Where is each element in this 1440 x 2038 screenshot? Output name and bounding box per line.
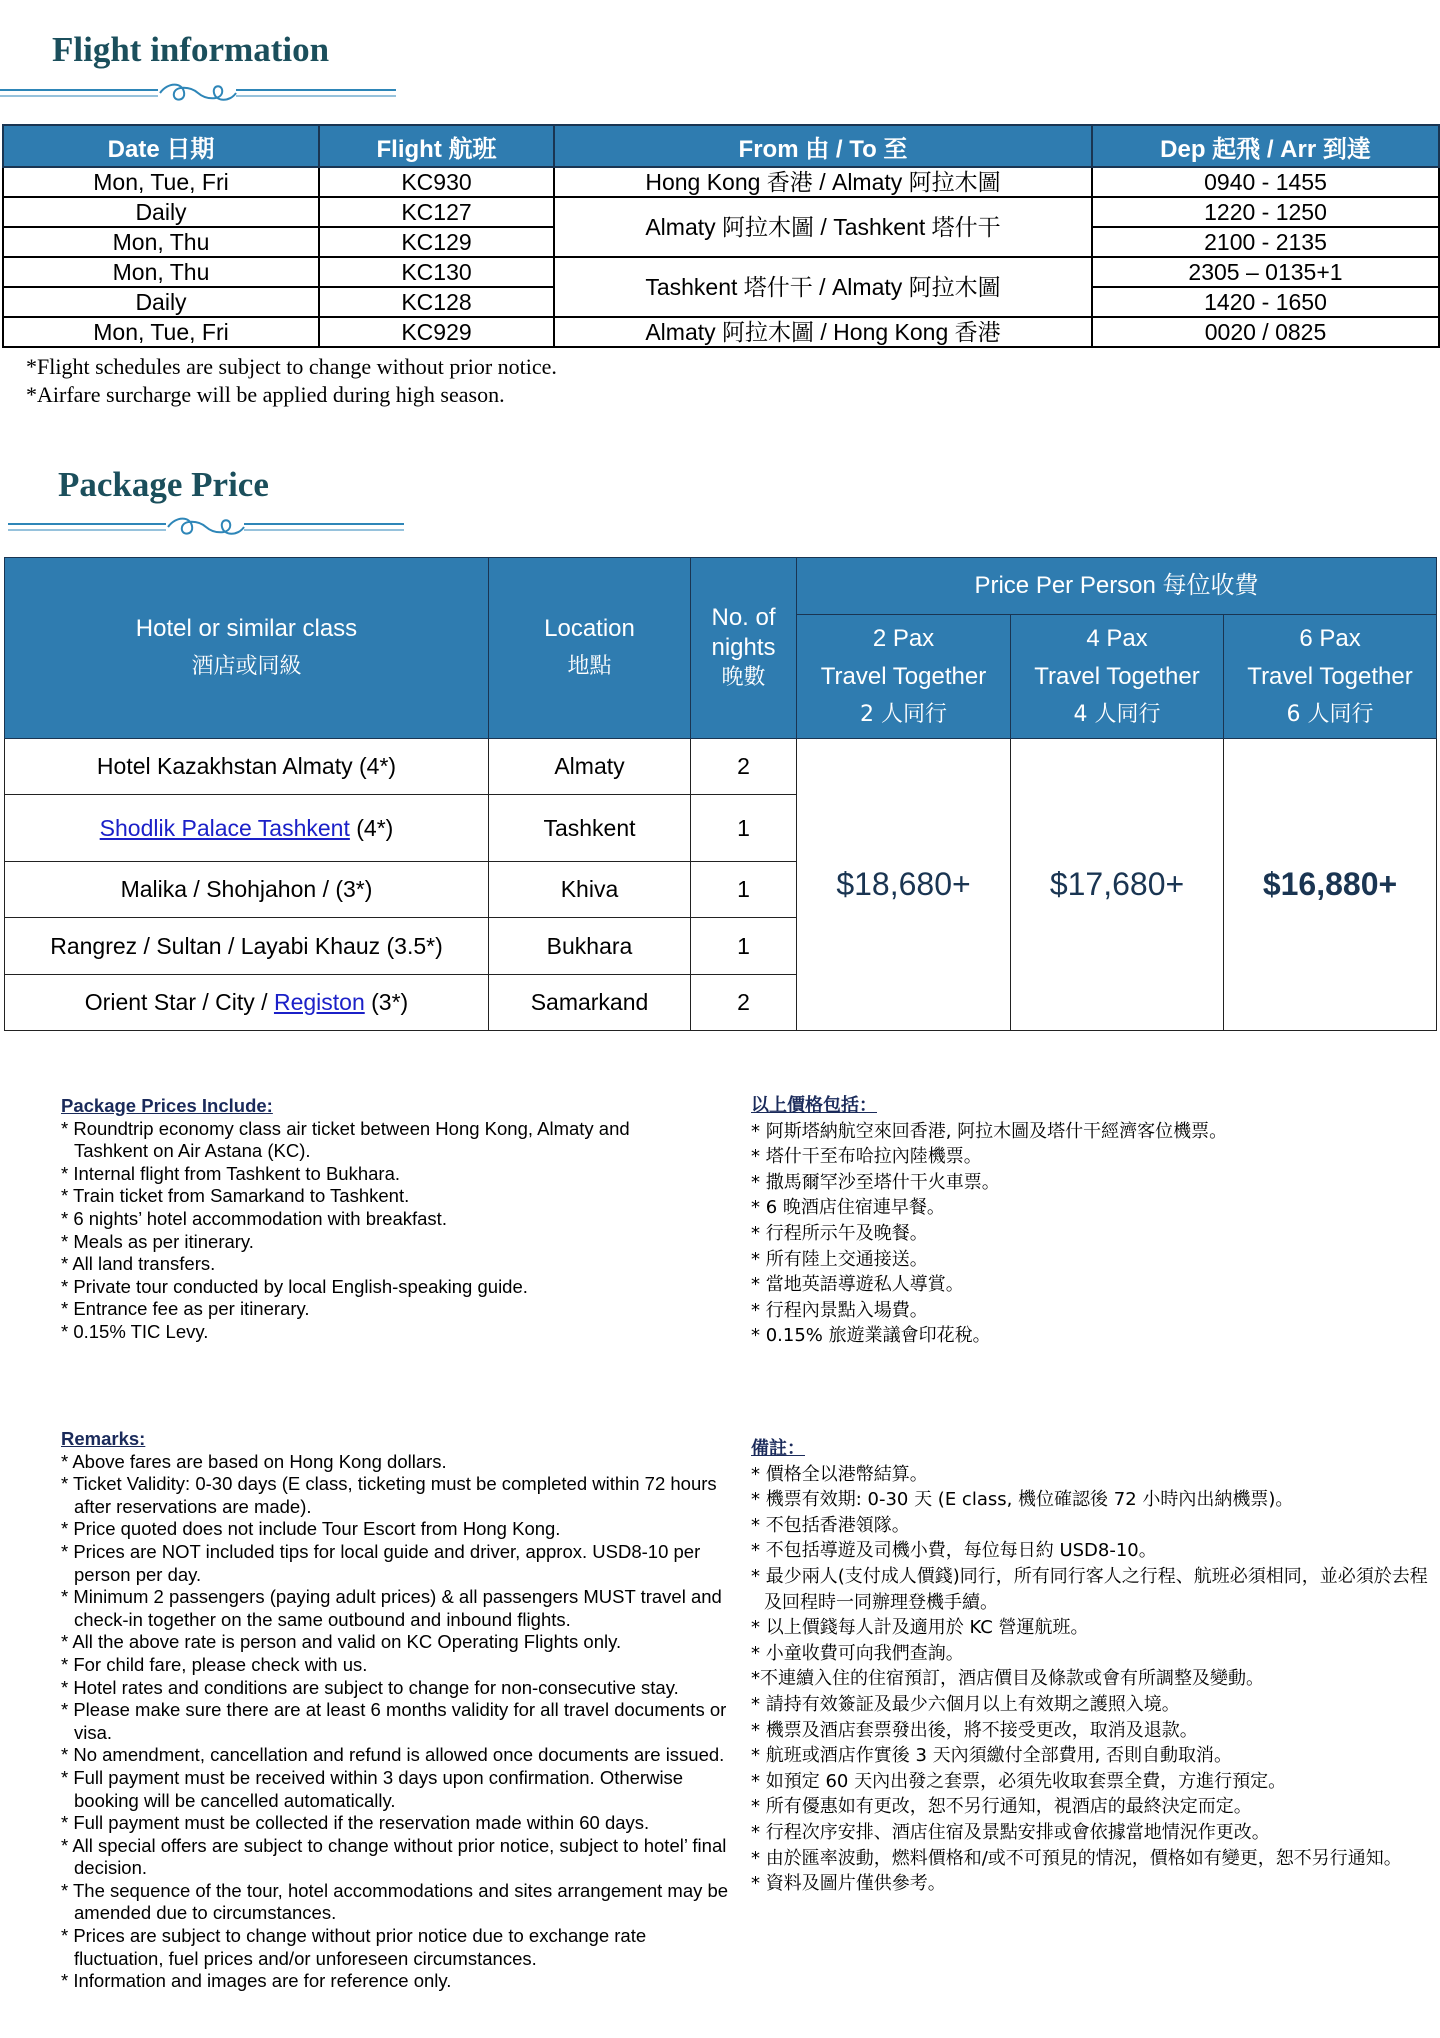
list-item: * Meals as per itinerary. [61, 1230, 254, 1252]
list-item: * 行程所示午及晚餐。 [751, 1222, 928, 1244]
hotel-name-text: Malika / Shohjahon / (3*) [120, 876, 373, 902]
list-item: * For child fare, please check with us. [61, 1653, 368, 1675]
list-item: * 當地英語導遊私人導賞。 [751, 1274, 964, 1296]
pax-count: 2 Pax [872, 624, 935, 652]
list-item: * The sequence of the tour, hotel accommodations and sites arrangement may be amended due to circumstances. [61, 1879, 729, 1924]
header-route: From 由 / To 至 [554, 125, 1092, 167]
header-time: Dep 起飛 / Arr 到達 [1092, 125, 1439, 167]
list-item: * 6 nights’ hotel accommodation with breakfast. [61, 1207, 447, 1229]
list-item: * 最少兩人(支付成人價錢)同行，所有同行客人之行程、航班必須相同，並必須於去程及回程時一同辦理登機手續。 [751, 1565, 1428, 1613]
list-item: * 由於匯率波動，燃料價格和/或不可預見的情況，價格如有變更，恕不另行通知。 [751, 1847, 1402, 1869]
hotel-rating: (4*) [349, 814, 394, 841]
flight-route: Almaty 阿拉木圖 / Hong Kong 香港 [554, 317, 1092, 347]
list-item: * 以上價錢每人計及適用於 KC 營運航班。 [751, 1617, 1089, 1639]
hotel-name-text: Orient Star / City / [84, 989, 274, 1015]
hotel-name [5, 739, 489, 795]
title-ornament [8, 514, 408, 540]
flight-number: KC929 [319, 317, 554, 347]
flight-section-title: Flight information [52, 30, 330, 69]
remarks-en-heading: Remarks: [61, 1428, 146, 1449]
flight-date: Daily [3, 287, 319, 317]
flight-number: KC129 [319, 227, 554, 257]
pax-count: 6 Pax [1299, 624, 1361, 652]
list-item: * Price quoted does not include Tour Escort from Hong Kong. [61, 1518, 561, 1540]
list-item: * Full payment must be collected if the reservation made within 60 days. [61, 1812, 650, 1834]
list-item: * Full payment must be received within 3 days upon confirmation. Otherwise booking will be cancelled automatically. [61, 1766, 684, 1811]
hotel-location: Samarkand [489, 975, 691, 1031]
flight-time: 1420 - 1650 [1092, 287, 1439, 317]
flight-time: 0020 / 0825 [1092, 317, 1439, 347]
list-item: * 行程次序安排、酒店住宿及景點安排或會依據當地情況作更改。 [751, 1821, 1270, 1843]
hotel-location: Khiva [489, 862, 691, 918]
header-price-per-person: Price Per Person 每位收費 [797, 558, 1437, 615]
flight-route: Almaty 阿拉木圖 / Tashkent 塔什干 [554, 197, 1092, 257]
flight-table [2, 124, 1440, 348]
list-item: * 如預定 60 天內出發之套票，必須先收取套票全費，方進行預定。 [751, 1770, 1287, 1792]
list-item: * 所有優惠如有更改，恕不另行通知，視酒店的最終決定而定。 [751, 1796, 1252, 1818]
flight-date: Mon, Tue, Fri [3, 317, 319, 347]
pax-travel: Travel Together [820, 662, 987, 690]
pax-travel: Travel Together [1034, 662, 1200, 690]
header-pax-6 [1224, 615, 1437, 739]
list-item: * 不包括香港領隊。 [751, 1514, 910, 1536]
hotel-nights: 1 [691, 795, 797, 862]
include-en [61, 1095, 701, 1344]
flight-number: KC128 [319, 287, 554, 317]
flight-time: 2305 – 0135+1 [1092, 257, 1439, 287]
hotel-name-text: Hotel Kazakhstan Almaty (4*) [96, 753, 397, 779]
list-item: * Private tour conducted by local English-speaking guide. [61, 1275, 528, 1297]
list-item: * 塔什干至布哈拉內陸機票。 [751, 1146, 982, 1168]
table-row [3, 317, 1439, 347]
header-hotel-en: Hotel or similar class [135, 615, 358, 642]
include-en-heading: Package Prices Include: [61, 1095, 273, 1116]
header-location-en: Location [544, 615, 635, 642]
list-item: * All the above rate is person and valid on KC Operating Flights only. [61, 1631, 622, 1653]
hotel-name [5, 862, 489, 918]
table-row [5, 739, 1437, 795]
title-ornament [0, 80, 400, 106]
list-item: * 撒馬爾罕沙至塔什干火車票。 [751, 1171, 1000, 1193]
hotel-name [5, 975, 489, 1031]
hotel-nights: 1 [691, 862, 797, 918]
list-item: * Internal flight from Tashkent to Bukhara. [61, 1162, 401, 1184]
list-item: * All land transfers. [61, 1253, 216, 1275]
hotel-name [5, 795, 489, 862]
header-nights-cn: 晚數 [721, 665, 766, 690]
header-nights-line1: No. of [711, 604, 776, 631]
flight-table-header [3, 125, 1439, 167]
schedule-change-note: *Flight schedules are subject to change without prior notice. [26, 354, 557, 379]
pax-cn: 6 人同行 [1286, 701, 1374, 727]
list-item: * 資料及圖片僅供參考。 [751, 1873, 946, 1895]
hotel-nights: 1 [691, 918, 797, 975]
list-item: * 價格全以港幣結算。 [751, 1463, 928, 1485]
list-item: * Prices are subject to change without prior notice due to exchange rate fluctuation, fuel prices and/or unforeseen circumstances. [61, 1925, 647, 1969]
header-hotel [5, 558, 489, 739]
table-row [3, 197, 1439, 227]
include-cn-heading: 以上價格包括： [751, 1095, 877, 1116]
list-item: * 0.15% TIC Levy. [61, 1320, 209, 1342]
price-4-pax: $17,680+ [1011, 739, 1224, 1031]
surcharge-note: *Airfare surcharge will be applied during high season. [26, 382, 505, 407]
list-item: * No amendment, cancellation and refund is allowed once documents are issued. [61, 1744, 725, 1766]
list-item: * Above fares are based on Hong Kong dollars. [61, 1450, 447, 1472]
hotel-nights: 2 [691, 975, 797, 1031]
flight-route: Tashkent 塔什干 / Almaty 阿拉木圖 [554, 257, 1092, 317]
flight-date: Mon, Thu [3, 257, 319, 287]
hotel-nights: 2 [691, 739, 797, 795]
header-location-cn: 地點 [567, 654, 612, 679]
hotel-link-registon[interactable]: Registon [273, 989, 365, 1015]
list-item: * Hotel rates and conditions are subject to change for non-consecutive stay. [61, 1676, 679, 1698]
list-item: * 行程內景點入場費。 [751, 1299, 928, 1321]
list-item: * 所有陸上交通接送。 [751, 1248, 928, 1270]
package-header-row [5, 558, 1437, 615]
list-item: * 阿斯塔納航空來回香港, 阿拉木圖及塔什干經濟客位機票。 [751, 1120, 1228, 1142]
include-cn [751, 1093, 1431, 1349]
list-item: * 請持有效簽証及最少六個月以上有效期之護照入境。 [751, 1693, 1180, 1715]
list-item: *不連續入住的住宿預訂，酒店價目及條款或會有所調整及變動。 [751, 1668, 1264, 1690]
list-item: * Please make sure there are at least 6 months validity for all travel documents or visa. [61, 1699, 727, 1743]
header-location [489, 558, 691, 739]
flight-time: 1220 - 1250 [1092, 197, 1439, 227]
flight-time: 0940 - 1455 [1092, 167, 1439, 197]
flight-date: Mon, Tue, Fri [3, 167, 319, 197]
list-item: * 機票有效期: 0-30 天 (E class, 機位確認後 72 小時內出納機票)。 [751, 1489, 1294, 1511]
hotel-rating: (3*) [364, 989, 409, 1015]
flight-route: Hong Kong 香港 / Almaty 阿拉木圖 [554, 167, 1092, 197]
header-hotel-cn: 酒店或同級 [191, 654, 302, 679]
pax-cn: 2 人同行 [860, 701, 947, 727]
hotel-location: Almaty [489, 739, 691, 795]
list-item: * 不包括導遊及司機小費，每位每日約 USD8-10。 [751, 1540, 1157, 1562]
flight-date: Mon, Thu [3, 227, 319, 257]
header-nights-line2: nights [711, 634, 776, 661]
list-item: * 0.15% 旅遊業議會印花稅。 [751, 1325, 991, 1347]
list-item: * Prices are NOT included tips for local guide and driver, approx. USD8-10 per person per day. [61, 1540, 701, 1585]
list-item: * Ticket Validity: 0-30 days (E class, ticketing must be completed within 72 hours after reservations are made). [61, 1473, 717, 1517]
list-item: * Information and images are for reference only. [61, 1970, 452, 1992]
header-flight: Flight 航班 [319, 125, 554, 167]
table-row [3, 167, 1439, 197]
list-item: * Train ticket from Samarkand to Tashkent. [61, 1185, 410, 1207]
flight-date: Daily [3, 197, 319, 227]
hotel-name [5, 918, 489, 975]
price-6-pax: $16,880+ [1224, 739, 1437, 1031]
header-pax-4 [1011, 615, 1224, 739]
remarks-cn-heading: 備註： [751, 1438, 805, 1459]
package-section-title: Package Price [58, 465, 269, 504]
flight-number: KC930 [319, 167, 554, 197]
list-item: * 6 晚酒店住宿連早餐。 [751, 1197, 945, 1219]
package-table [4, 557, 1437, 1031]
header-date: Date 日期 [3, 125, 319, 167]
pax-count: 4 Pax [1086, 624, 1148, 652]
hotel-name-text: Rangrez / Sultan / Layabi Khauz (3.5*) [50, 932, 443, 959]
list-item: * All special offers are subject to change without prior notice, subject to hotel’ final decision. [61, 1834, 727, 1879]
flight-number: KC127 [319, 197, 554, 227]
hotel-location: Tashkent [489, 795, 691, 862]
hotel-link-shodlik[interactable]: Shodlik Palace Tashkent [99, 814, 350, 841]
remarks-cn [751, 1436, 1431, 1897]
hotel-location: Bukhara [489, 918, 691, 975]
list-item: * 航班或酒店作實後 3 天內須繳付全部費用, 否則自動取消。 [751, 1745, 1233, 1767]
table-row [3, 257, 1439, 287]
price-2-pax: $18,680+ [797, 739, 1011, 1031]
remarks-en [61, 1428, 731, 1993]
list-item: * Roundtrip economy class air ticket between Hong Kong, Almaty and Tashkent on Air Astana (KC). [61, 1117, 630, 1162]
list-item: * Entrance fee as per itinerary. [61, 1298, 310, 1320]
list-item: * Minimum 2 passengers (paying adult prices) & all passengers MUST travel and check-in together on the same outbound and inbound flights. [61, 1586, 722, 1630]
list-item: * 小童收費可向我們查詢。 [751, 1642, 964, 1664]
pax-travel: Travel Together [1247, 662, 1413, 690]
header-pax-2 [797, 615, 1011, 739]
header-nights [691, 558, 797, 739]
flight-time: 2100 - 2135 [1092, 227, 1439, 257]
pax-cn: 4 人同行 [1073, 701, 1161, 727]
list-item: * 機票及酒店套票發出後，將不接受更改，取消及退款。 [751, 1719, 1198, 1741]
flight-number: KC130 [319, 257, 554, 287]
